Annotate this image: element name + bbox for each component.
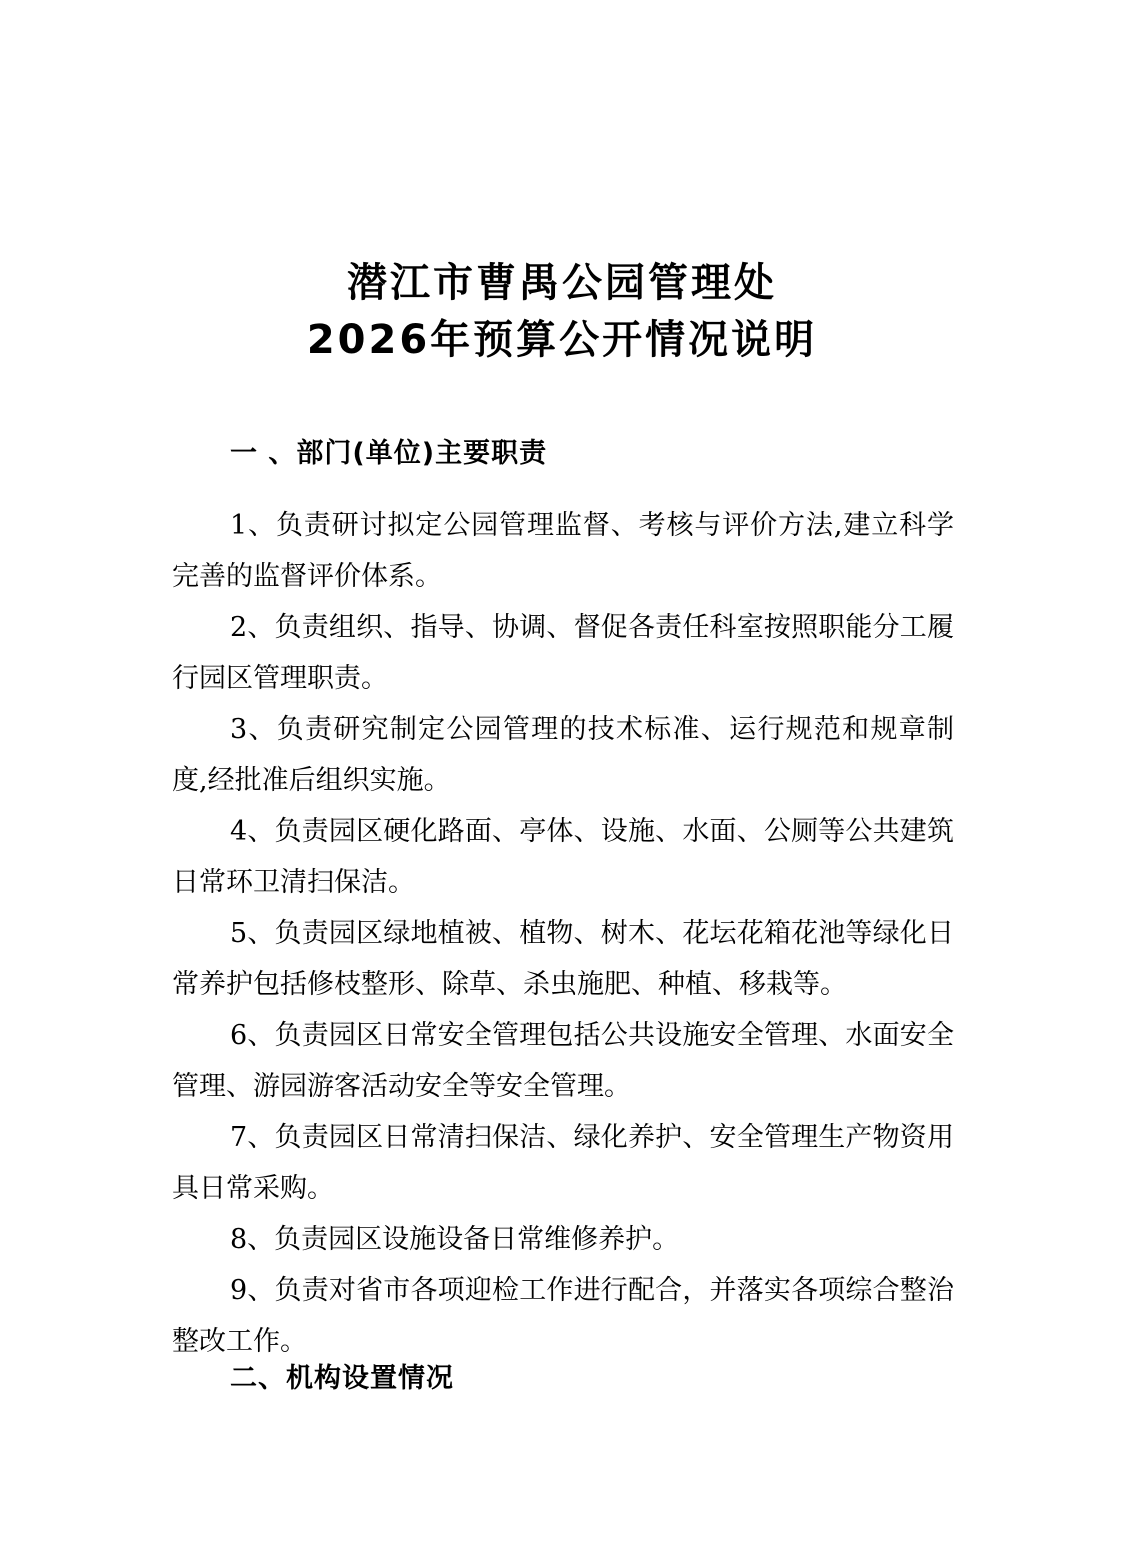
duty-paragraph-9: 9、负责对省市各项迎检工作进行配合，并落实各项综合整治整改工作。 — [172, 1275, 954, 1357]
section-heading-organization: 二、机构设置情况 — [230, 1363, 454, 1394]
duty-paragraph-6: 6、负责园区日常安全管理包括公共设施安全管理、水面安全管理、游园游客活动安全等安全管理。 — [172, 1020, 954, 1102]
duties-list — [172, 500, 954, 1367]
duty-paragraph-7: 7、负责园区日常清扫保洁、绿化养护、安全管理生产物资用具日常采购。 — [172, 1122, 954, 1204]
section-heading-duties: 一 、部门(单位)主要职责 — [230, 438, 548, 469]
document-title-line-2: 2026年预算公开情况说明 — [306, 317, 818, 363]
document-title-line-1: 潜江市曹禺公园管理处 — [347, 260, 777, 306]
duty-paragraph-4: 4、负责园区硬化路面、亭体、设施、水面、公厕等公共建筑日常环卫清扫保洁。 — [172, 816, 954, 898]
duty-paragraph-1: 1、负责研讨拟定公园管理监督、考核与评价方法,建立科学完善的监督评价体系。 — [172, 510, 954, 592]
duty-paragraph-8: 8、负责园区设施设备日常维修养护。 — [230, 1224, 680, 1255]
duty-paragraph-2: 2、负责组织、指导、协调、督促各责任科室按照职能分工履行园区管理职责。 — [172, 612, 954, 694]
duty-paragraph-3: 3、负责研究制定公园管理的技术标准、运行规范和规章制度,经批准后组织实施。 — [172, 714, 954, 796]
duty-paragraph-5: 5、负责园区绿地植被、植物、树木、花坛花箱花池等绿化日常养护包括修枝整形、除草、杀虫施肥、种植、移栽等。 — [172, 918, 954, 1000]
